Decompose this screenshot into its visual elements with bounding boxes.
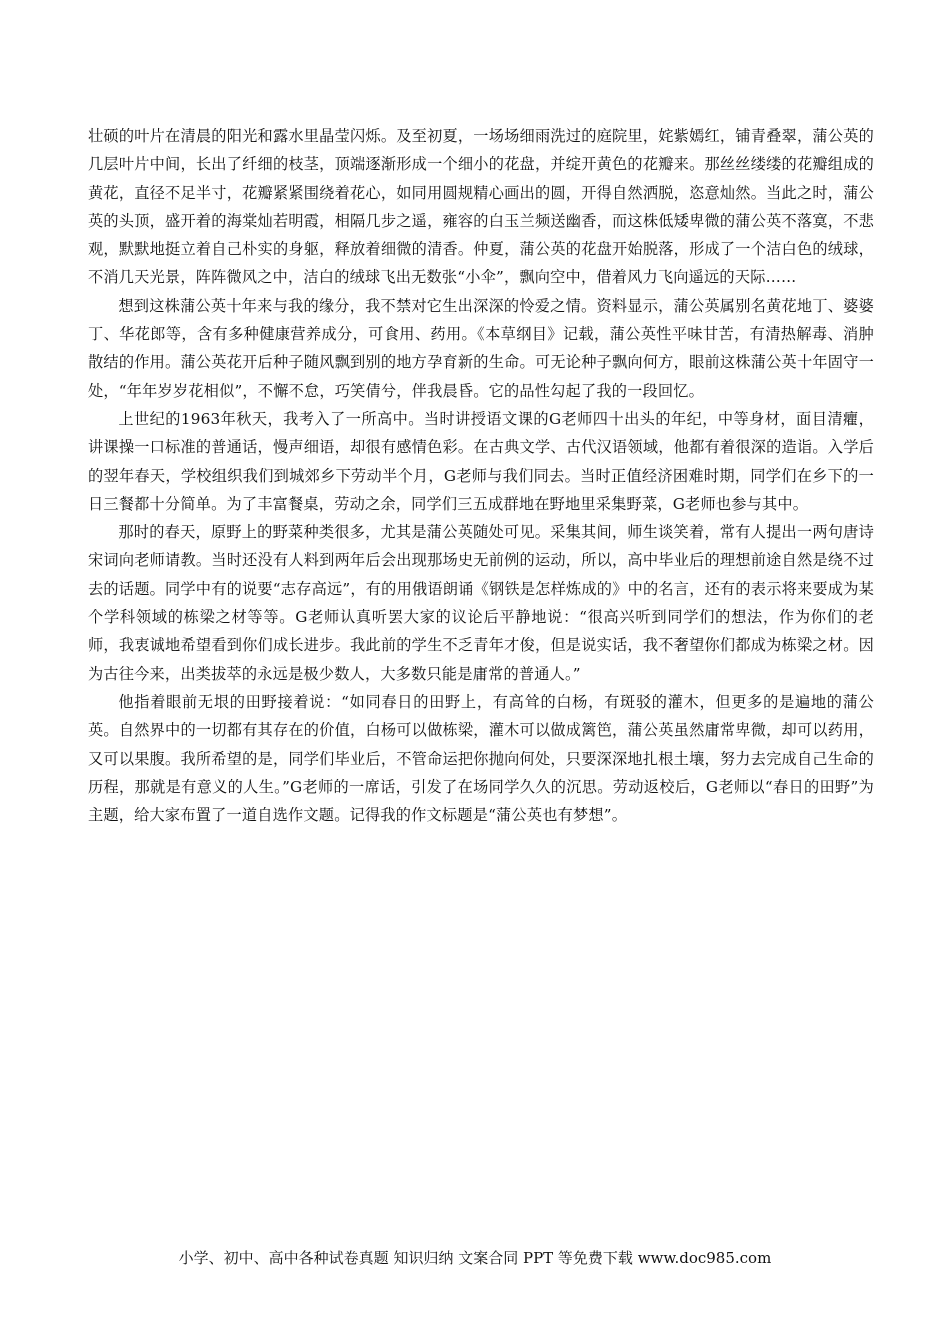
- paragraph-1: 壮硕的叶片在清晨的阳光和露水里晶莹闪烁。及至初夏，一场场细雨洗过的庭院里，姹紫嫣红，铺青叠翠，蒲公英的几层叶片中间，长出了纤细的枝茎，顶端逐渐形成一个细小的花盘，并绽开黄色的花瓣来。那丝丝缕缕的花瓣组成的黄花，直径不足半寸，花瓣紧紧围绕着花心，如同用圆规精心画出的圆，开得自然洒脱，恣意灿然。当此之时，蒲公英的头顶，盛开着的海棠灿若明霞，相隔几步之遥，雍容的白玉兰频送幽香，而这株低矮卑微的蒲公英不落寞，不悲观，默默地挺立着自己朴实的身躯，释放着细微的清香。仲夏，蒲公英的花盘开始脱落，形成了一个洁白色的绒球，不消几天光景，阵阵微风之中，洁白的绒球飞出无数张“小伞”，飘向空中，借着风力飞向遥远的天际……: [88, 127, 874, 287]
- paragraph-3: 上世纪的1963年秋天，我考入了一所高中。当时讲授语文课的G老师四十出头的年纪，中等身材，面目清癯，讲课操一口标准的普通话，慢声细语，却很有感情色彩。在古典文学、古代汉语领域，他都有着很深的造诣。入学后的翌年春天，学校组织我们到城郊乡下劳动半个月，G老师与我们同去。当时正值经济困难时期，同学们在乡下的一日三餐都十分简单。为了丰富餐桌，劳动之余，同学们三五成群地在野地里采集野菜，G老师也参与其中。: [88, 409, 874, 513]
- paragraph-5: 他指着眼前无垠的田野接着说：“如同春日的田野上，有高耸的白杨，有斑驳的灌木，但更多的是遍地的蒲公英。自然界中的一切都有其存在的价值，白杨可以做栋梁，灌木可以做成篱笆，蒲公英虽然庸常卑微，却可以药用，又可以果腹。我所希望的是，同学们毕业后，不管命运把你抛向何处，只要深深地扎根土壤，努力去完成自己生命的历程，那就是有意义的人生。”G老师的一席话，引发了在场同学久久的沉思。劳动返校后，G老师以“春日的田野”为主题，给大家布置了一道自选作文题。记得我的作文标题是“蒲公英也有梦想”。: [88, 692, 874, 825]
- paragraph-4: 那时的春天，原野上的野菜种类很多，尤其是蒲公英随处可见。采集其间，师生谈笑着，常有人提出一两句唐诗宋词向老师请教。当时还没有人料到两年后会出现那场史无前例的运动，所以，高中毕业后的理想前途自然是绕不过去的话题。同学中有的说要“志存高远”，有的用俄语朗诵《钢铁是怎样炼成的》中的名言，还有的表示将来要成为某个学科领域的栋梁之材等等。G老师认真听罢大家的议论后平静地说：“很高兴听到同学们的想法，作为你们的老师，我衷诚地希望看到你们成长进步。我此前的学生不乏青年才俊，但是说实话，我不奢望你们都成为栋梁之材。因为古往今来，出类拔萃的永远是极少数人，大多数只能是庸常的普通人。”: [88, 523, 874, 683]
- document-body: [88, 122, 874, 829]
- page-footer: 小学、初中、高中各种试卷真题 知识归纳 文案合同 PPT 等免费下载 www.doc985.com: [178, 1249, 772, 1267]
- paragraph-2: 想到这株蒲公英十年来与我的缘分，我不禁对它生出深深的怜爱之情。资料显示，蒲公英属别名黄花地丁、婆婆丁、华花郎等，含有多种健康营养成分，可食用、药用。《本草纲目》记载，蒲公英性平味甘苦，有清热解毒、消肿散结的作用。蒲公英花开后种子随风飘到别的地方孕育新的生命。可无论种子飘向何方，眼前这株蒲公英十年固守一处，“年年岁岁花相似”，不懈不怠，巧笑倩兮，伴我晨昏。它的品性勾起了我的一段回忆。: [88, 296, 874, 400]
